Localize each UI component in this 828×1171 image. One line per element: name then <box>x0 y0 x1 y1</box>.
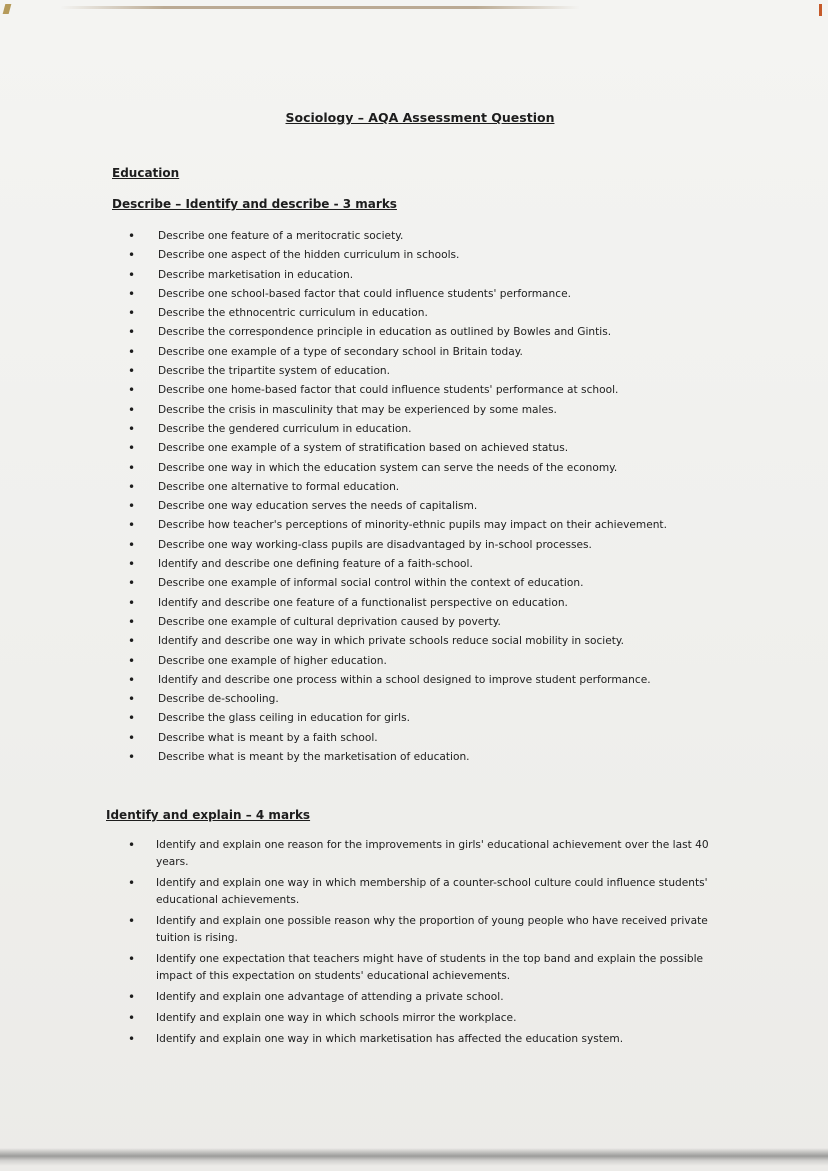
question-item <box>128 227 768 246</box>
bullet-icon: • <box>128 914 136 928</box>
bullet-icon: • <box>128 325 136 340</box>
bullet-icon: • <box>128 364 136 379</box>
question-text: Describe one example of higher education. <box>158 654 387 667</box>
bullet-icon: • <box>128 248 136 263</box>
question-item <box>128 1010 728 1027</box>
bullet-icon: • <box>128 306 136 321</box>
question-item <box>128 516 768 535</box>
question-item <box>128 362 768 381</box>
question-text: Identify and explain one way in which membership of a counter-school culture could influence students' educational achievements. <box>156 877 708 906</box>
question-text: Describe the correspondence principle in education as outlined by Bowles and Gintis. <box>158 326 612 339</box>
question-item <box>128 594 768 613</box>
question-item <box>128 574 768 593</box>
question-text: Identify and describe one way in which private schools reduce social mobility in society. <box>158 635 625 648</box>
question-text: Describe the crisis in masculinity that may be experienced by some males. <box>158 403 557 416</box>
corner-mark-right <box>819 4 822 16</box>
question-text: Describe one example of a type of secondary school in Britain today. <box>158 345 523 358</box>
bullet-icon: • <box>128 479 136 494</box>
bullet-icon: • <box>128 750 136 765</box>
question-item <box>128 652 768 671</box>
bullet-icon: • <box>128 692 136 707</box>
bullet-icon: • <box>128 441 136 456</box>
explain-question-list <box>128 837 728 1052</box>
bullet-icon: • <box>128 1011 136 1025</box>
question-item <box>128 555 768 574</box>
question-item <box>128 989 728 1006</box>
question-text: Describe how teacher's perceptions of minority-ethnic pupils may impact on their achievement. <box>158 519 667 532</box>
question-item <box>128 748 768 767</box>
question-item <box>128 478 768 497</box>
question-text: Describe one alternative to formal education. <box>158 480 400 493</box>
question-item <box>128 709 768 728</box>
question-item <box>128 951 728 985</box>
bullet-icon: • <box>128 402 136 417</box>
question-item <box>128 381 768 400</box>
bullet-icon: • <box>128 711 136 726</box>
bullet-icon: • <box>128 518 136 533</box>
question-text: Describe one way working-class pupils are disadvantaged by in-school processes. <box>158 538 592 551</box>
question-item <box>128 690 768 709</box>
question-text: Describe one example of informal social control within the context of education. <box>158 577 584 590</box>
question-text: Describe one way education serves the needs of capitalism. <box>158 500 478 513</box>
bullet-icon: • <box>128 990 136 1004</box>
question-text: Describe one way in which the education system can serve the needs of the economy. <box>158 461 618 474</box>
question-item <box>128 671 768 690</box>
question-item <box>128 285 768 304</box>
question-text: Identify and describe one feature of a functionalist perspective on education. <box>158 596 568 609</box>
question-item <box>128 343 768 362</box>
question-text: Identify and explain one reason for the improvements in girls' educational achievement over the last 40 years. <box>156 839 709 868</box>
question-text: Describe one school-based factor that could influence students' performance. <box>158 287 571 300</box>
question-text: Identify and explain one way in which marketisation has affected the education system. <box>156 1033 624 1045</box>
question-text: Describe one feature of a meritocratic society. <box>158 230 404 242</box>
bullet-icon: • <box>128 576 136 591</box>
question-item <box>128 729 768 748</box>
bullet-icon: • <box>128 421 136 436</box>
question-text: Describe one example of cultural deprivation caused by poverty. <box>158 615 501 628</box>
question-text: Identify and explain one way in which schools mirror the workplace. <box>156 1012 517 1024</box>
bullet-icon: • <box>128 1032 136 1046</box>
question-text: Describe one example of a system of stratification based on achieved status. <box>158 442 569 455</box>
question-text: Describe what is meant by the marketisation of education. <box>158 751 470 764</box>
question-item <box>128 632 768 651</box>
bullet-icon: • <box>128 229 136 243</box>
bullet-icon: • <box>128 672 136 687</box>
bullet-icon: • <box>128 499 136 514</box>
bullet-icon: • <box>128 595 136 610</box>
bullet-icon: • <box>128 460 136 475</box>
question-text: Identify and explain one advantage of attending a private school. <box>156 991 504 1003</box>
question-item <box>128 613 768 632</box>
question-item <box>128 246 768 265</box>
page-title: Sociology – AQA Assessment Question <box>285 110 555 125</box>
question-item <box>128 1031 728 1048</box>
question-item <box>128 323 768 342</box>
section-heading-explain: Identify and explain – 4 marks <box>106 808 311 822</box>
question-item <box>128 837 728 871</box>
question-item <box>128 497 768 516</box>
bullet-icon: • <box>128 383 136 398</box>
question-text: Describe de-schooling. <box>158 693 279 706</box>
bullet-icon: • <box>128 537 136 552</box>
question-text: Describe the ethnocentric curriculum in education. <box>158 307 428 320</box>
page-top-edge <box>60 6 580 9</box>
bullet-icon: • <box>128 876 136 890</box>
bullet-icon: • <box>128 838 136 852</box>
page-bottom-edge <box>0 1148 828 1166</box>
section-heading-describe: Describe – Identify and describe - 3 marks <box>112 197 397 211</box>
question-text: Describe the glass ceiling in education for girls. <box>158 712 410 725</box>
question-text: Identify and describe one defining feature of a faith-school. <box>158 558 473 571</box>
question-text: Describe the gendered curriculum in education. <box>158 422 412 435</box>
question-item <box>128 420 768 439</box>
question-text: Identify one expectation that teachers might have of students in the top band and explain the possible impact of this expectation on students' educational achievements. <box>156 953 704 982</box>
question-text: Describe one aspect of the hidden curriculum in schools. <box>158 249 460 262</box>
question-text: Describe what is meant by a faith school. <box>158 731 378 744</box>
question-item <box>128 401 768 420</box>
bullet-icon: • <box>128 730 136 745</box>
bullet-icon: • <box>128 267 136 282</box>
question-item <box>128 459 768 478</box>
bullet-icon: • <box>128 614 136 629</box>
question-text: Describe marketisation in education. <box>158 268 354 281</box>
question-item <box>128 304 768 323</box>
bullet-icon: • <box>128 344 136 359</box>
bullet-icon: • <box>128 952 136 966</box>
question-text: Describe the tripartite system of education. <box>158 365 391 378</box>
question-item <box>128 875 728 909</box>
corner-mark-left <box>3 4 12 14</box>
question-item <box>128 913 728 947</box>
question-item <box>128 536 768 555</box>
question-text: Describe one home-based factor that could influence students' performance at school. <box>158 384 619 397</box>
bullet-icon: • <box>128 653 136 668</box>
section-heading-education: Education <box>112 166 180 180</box>
bullet-icon: • <box>128 634 136 649</box>
question-text: Identify and explain one possible reason why the proportion of young people who have received private tuition is rising. <box>156 915 708 944</box>
question-item <box>128 266 768 285</box>
question-item <box>128 439 768 458</box>
describe-question-list <box>128 227 768 767</box>
bullet-icon: • <box>128 286 136 301</box>
question-text: Identify and describe one process within a school designed to improve student performance. <box>158 673 651 686</box>
bullet-icon: • <box>128 557 136 572</box>
